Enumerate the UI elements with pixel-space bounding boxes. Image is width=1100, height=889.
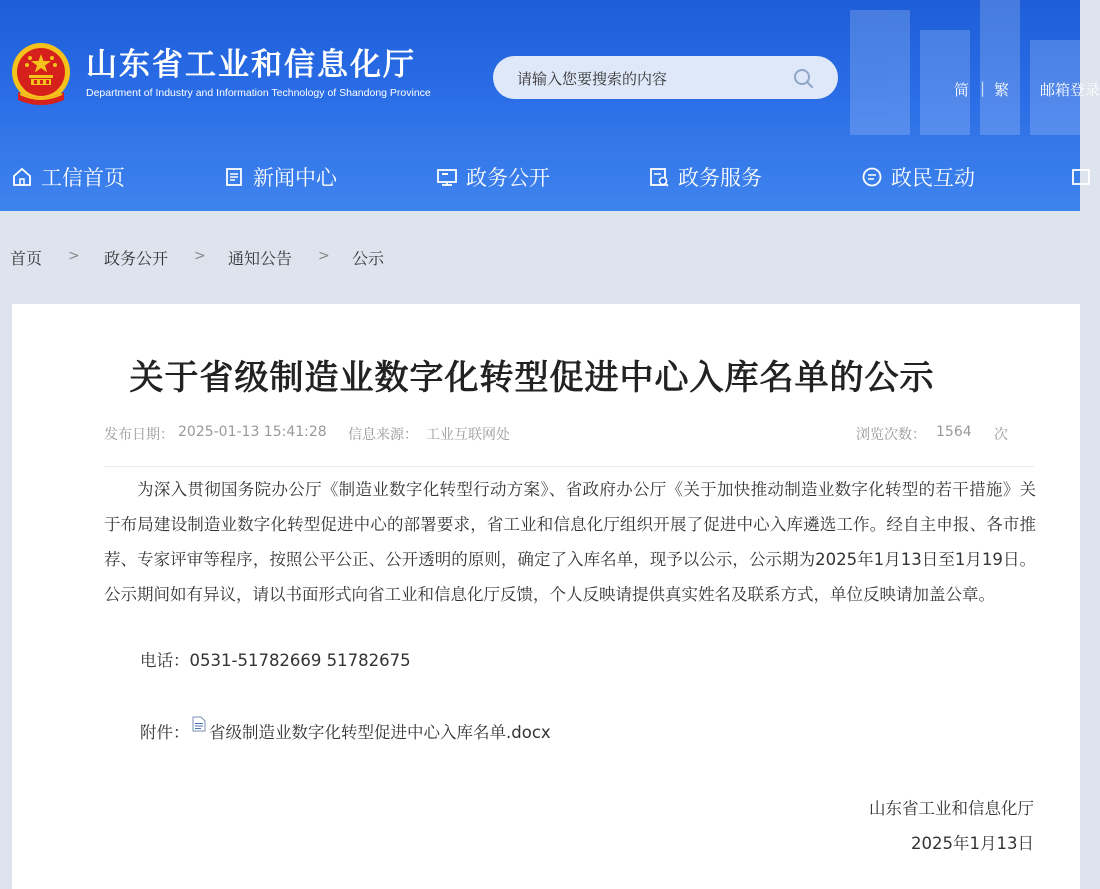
nav-gov-service-label: 政务服务 [678, 166, 762, 190]
article-paragraph: 为深入贯彻国务院办公厅《制造业数字化转型行动方案》、省政府办公厅《关于加快推动制造业数字化转型的若干措施》关于布局建设制造业数字化转型促进中心的部署要求，省工业和信息化厅组织开展了促进中心入库遴选工作。经自主申报、各市推荐、专家评审等程序，按照公平公正、公开透明的原则，确定了入库名单，现予以公示，公示期为2025年1月13日至1月19日。公示期间如有异议，请以书面形式向省工业和信息化厅反馈，个人反映请提供真实姓名及联系方式，单位反映请加盖公章。 [104, 480, 1036, 604]
building-decoration [830, 0, 1080, 135]
service-icon [648, 166, 670, 188]
mail-login-link[interactable]: 邮箱登录 [1040, 81, 1100, 99]
document-icon [192, 716, 206, 732]
site-subtitle: Department of Industry and Information Technology of Shandong Province [86, 87, 431, 99]
news-icon [223, 166, 245, 188]
breadcrumb-gov-affairs[interactable]: 政务公开 [104, 249, 169, 268]
site-header [0, 0, 1100, 211]
attachment-label: 附件： [140, 723, 190, 742]
attachment-link[interactable]: 省级制造业数字化转型促进中心入库名单.docx [209, 723, 551, 742]
search-box [493, 56, 838, 99]
nav-home[interactable] [11, 162, 125, 192]
signature-date: 2025年1月13日 [911, 834, 1034, 853]
breadcrumb-separator: > [318, 248, 330, 264]
home-icon [11, 166, 33, 188]
breadcrumb-home[interactable]: 首页 [10, 249, 43, 268]
publish-label: 发布日期： [104, 427, 174, 443]
breadcrumb-separator: > [194, 248, 206, 264]
publish-date: 2025-01-13 15:41:28 [178, 424, 327, 440]
article-panel [12, 304, 1080, 889]
nav-more[interactable] [1070, 162, 1100, 192]
source-value: 工业互联网处 [426, 427, 510, 443]
nav-news[interactable] [223, 162, 337, 192]
monitor-icon [436, 166, 458, 188]
nav-gov-affairs[interactable] [436, 162, 550, 192]
signature-org: 山东省工业和信息化厅 [869, 799, 1034, 818]
source-label: 信息来源： [348, 427, 418, 443]
search-icon[interactable] [792, 67, 814, 89]
nav-gov-affairs-label: 政务公开 [466, 166, 550, 190]
lang-separator: | [980, 79, 986, 97]
nav-home-label: 工信首页 [41, 166, 125, 190]
article-title: 关于省级制造业数字化转型促进中心入库名单的公示 [129, 358, 935, 398]
contact-phone: 电话：0531-51782669 51782675 [140, 651, 411, 670]
nav-gov-service[interactable] [648, 162, 762, 192]
lang-traditional-link[interactable]: 繁 [994, 81, 1010, 99]
breadcrumb-notices[interactable]: 通知公告 [228, 249, 293, 268]
views-unit: 次 [994, 427, 1008, 443]
lang-simplified-link[interactable]: 简 [954, 81, 970, 99]
nav-news-label: 新闻中心 [253, 166, 337, 190]
national-emblem-icon [10, 42, 72, 108]
search-input[interactable] [515, 56, 789, 101]
site-title: 山东省工业和信息化厅 [86, 47, 416, 83]
more-icon [1070, 166, 1092, 188]
breadcrumb-current: 公示 [352, 249, 385, 268]
views-count: 1564 [936, 424, 972, 440]
breadcrumb-separator: > [68, 248, 80, 264]
chat-icon [861, 166, 883, 188]
views-label: 浏览次数： [856, 427, 926, 443]
divider [104, 466, 1034, 467]
nav-interaction-label: 政民互动 [891, 166, 975, 190]
nav-interaction[interactable] [861, 162, 975, 192]
